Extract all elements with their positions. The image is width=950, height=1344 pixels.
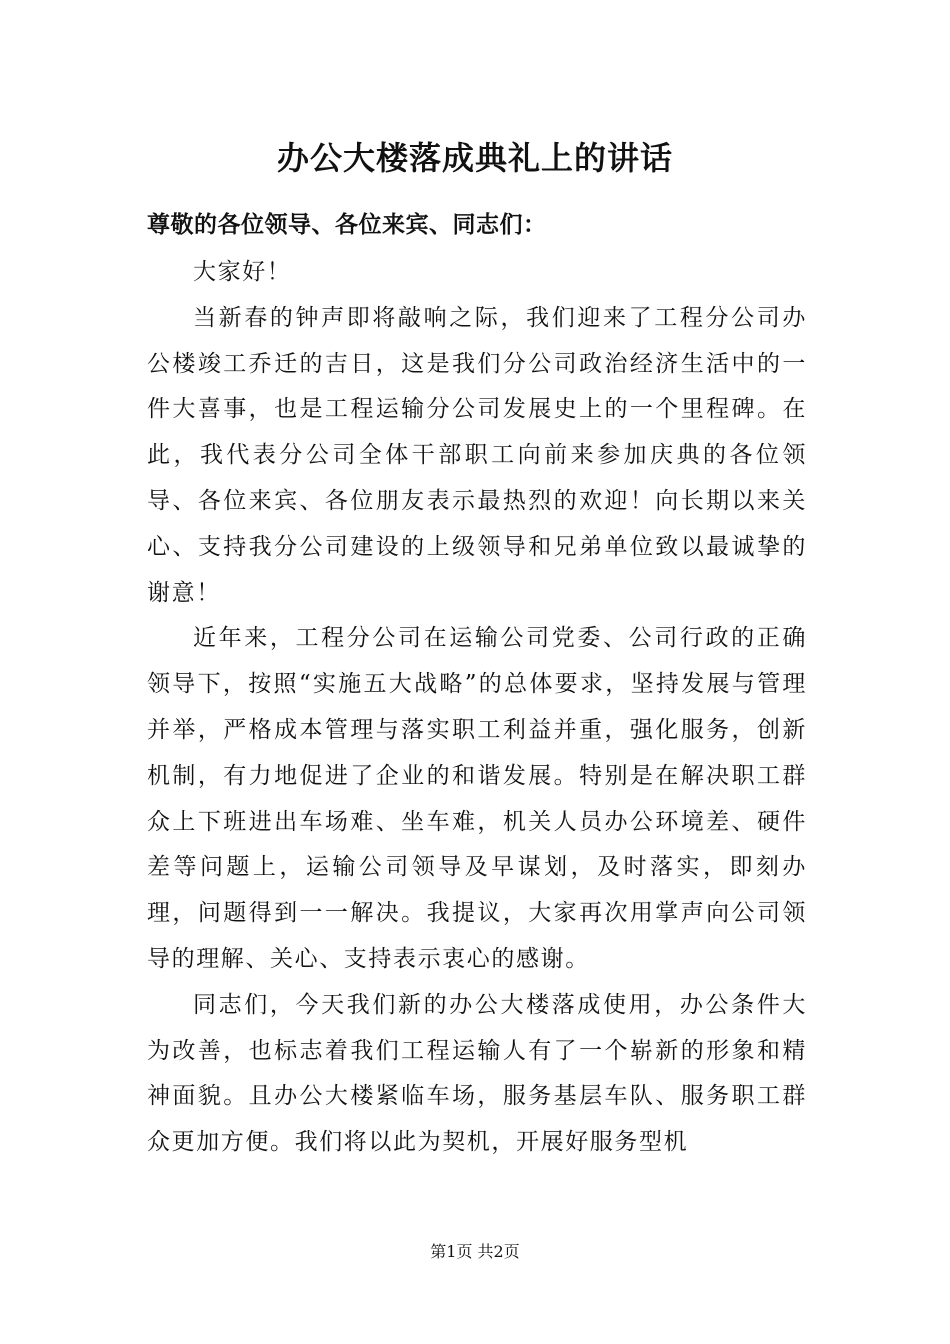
paragraph: 近年来，工程分公司在运输公司党委、公司行政的正确领导下，按照“实施五大战略”的总体要求，坚持发展与管理并举，严格成本管理与落实职工利益并重，强化服务，创新机制，有力地促进了企业的和谐发展。特别是在解决职工群众上下班进出车场难、坐车难，机关人员办公环境差、硬件差等问题上，运输公司领导及早谋划，及时落实，即刻办理，问题得到一一解决。我提议，大家再次用掌声向公司领导的理解、关心、支持表示衷心的感谢。 xyxy=(147,625,807,972)
document-title: 办公大楼落成典礼上的讲话 xyxy=(276,139,673,177)
document-body xyxy=(147,250,807,1166)
paragraph: 当新春的钟声即将敲响之际，我们迎来了工程分公司办公楼竣工乔迁的吉日，这是我们分公司政治经济生活中的一件大喜事，也是工程运输分公司发展史上的一个里程碑。在此，我代表分公司全体干部职工向前来参加庆典的各位领导、各位来宾、各位朋友表示最热烈的欢迎！向长期以来关心、支持我分公司建设的上级领导和兄弟单位致以最诚挚的谢意！ xyxy=(147,304,807,606)
paragraph: 大家好！ xyxy=(193,259,292,285)
page-footer: 第1页 共2页 xyxy=(430,1242,520,1261)
paragraph: 同志们，今天我们新的办公大楼落成使用，办公条件大为改善，也标志着我们工程运输人有了一个崭新的形象和精神面貌。且办公大楼紧临车场，服务基层车队、服务职工群众更加方便。我们将以此为契机，开展好服务型机 xyxy=(147,991,807,1156)
salutation: 尊敬的各位领导、各位来宾、同志们： xyxy=(147,211,547,238)
